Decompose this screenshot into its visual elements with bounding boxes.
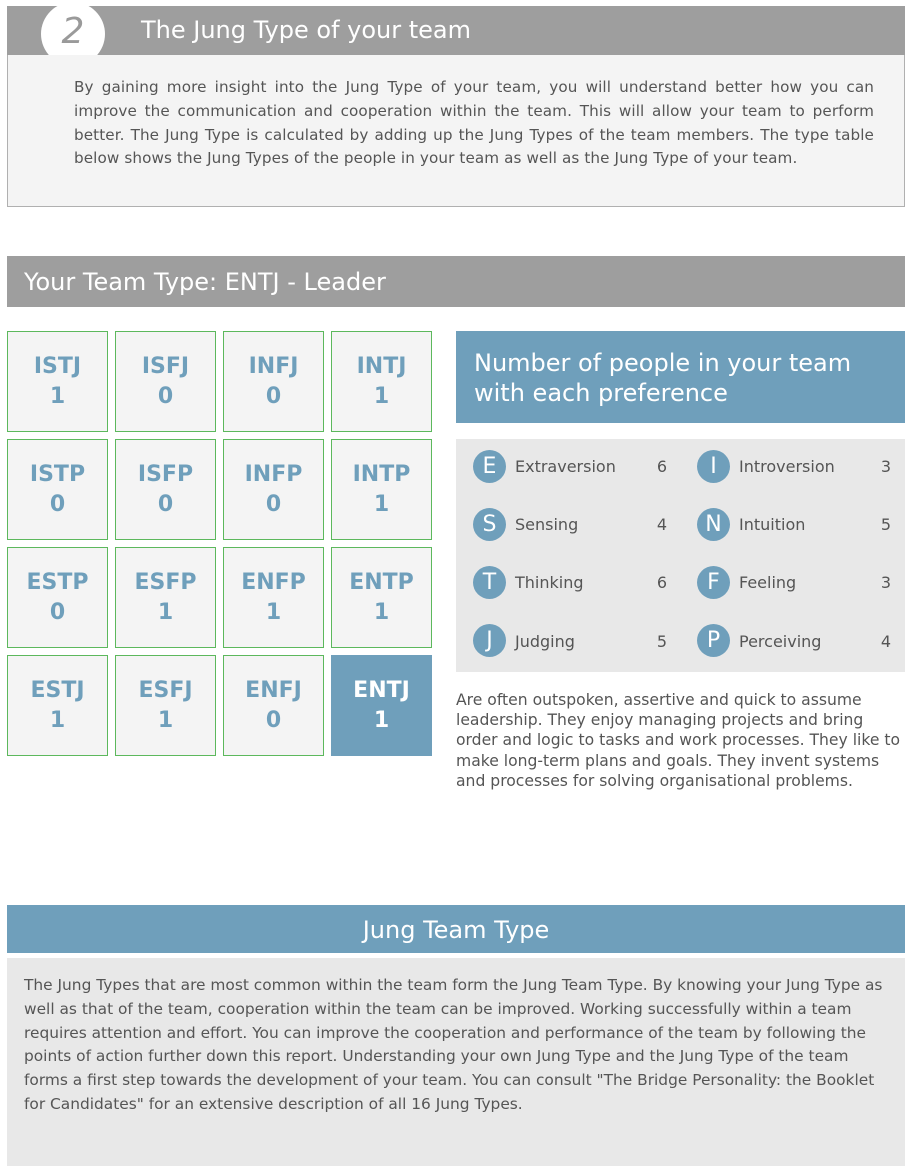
preference-label: Feeling: [739, 573, 797, 592]
preference-count: 3: [880, 573, 891, 592]
type-cell-isfj: [115, 331, 216, 432]
type-code: ESTJ: [30, 678, 85, 703]
type-code: ENTJ: [353, 678, 410, 703]
preference-count: 3: [880, 457, 891, 476]
type-count: 0: [49, 600, 66, 625]
type-count: 0: [157, 492, 174, 517]
preference-count: 5: [656, 632, 667, 651]
type-cell-enfj: [223, 655, 324, 756]
type-count: 1: [373, 492, 390, 517]
type-code: ENTP: [349, 570, 414, 595]
type-count: 1: [265, 600, 282, 625]
type-count: 1: [49, 384, 66, 409]
preference-count: 4: [880, 632, 891, 651]
type-cell-estj: [7, 655, 108, 756]
type-cell-intj: [331, 331, 432, 432]
type-count: 0: [265, 708, 282, 733]
preference-letter-j: J: [473, 624, 506, 657]
team-type-description: Are often outspoken, assertive and quick to assume leadership. They enjoy managing projects and bring order and logic to tasks and work processes. They like to make long-term plans and goals. They invent systems and processes for solving organisational problems.: [456, 691, 901, 790]
type-code: INFJ: [248, 354, 299, 379]
preference-label: Extraversion: [515, 457, 616, 476]
jung-team-type-title: Jung Team Type: [362, 916, 550, 944]
type-count: 0: [157, 384, 174, 409]
preference-letter-s: S: [473, 508, 506, 541]
section-title: The Jung Type of your team: [141, 16, 471, 44]
preference-letter-t: T: [473, 566, 506, 599]
section-number: 2: [61, 11, 85, 52]
type-cell-infj: [223, 331, 324, 432]
intro-paragraph: By gaining more insight into the Jung Type of your team, you will understand better how you can improve the communication and cooperation within the team. This will allow your team to perform better. The Jung Type is calculated by adding up the Jung Types of the team members. The type table below shows the Jung Types of the people in your team as well as the Jung Type of your team.: [74, 78, 874, 168]
preference-count: 6: [656, 457, 667, 476]
preference-label: Perceiving: [739, 632, 822, 651]
type-code: ESFJ: [138, 678, 193, 703]
type-code: ESFP: [134, 570, 197, 595]
type-code: INTJ: [356, 354, 407, 379]
preference-letter-f: F: [697, 566, 730, 599]
jung-team-type-paragraph: The Jung Types that are most common within the team form the Jung Team Type. By knowing your Jung Type as well as that of the team, cooperation within the team can be improved. Working successfully within a team requires attention and effort. You can improve the cooperation and performance of the team by following the points of action further down this report. Understanding your own Jung Type and the Jung Type of the team forms a first step towards the development of your team. You can consult "The Bridge Personality: the Booklet for Candidates" for an extensive description of all 16 Jung Types.: [24, 976, 883, 1113]
type-cell-esfj: [115, 655, 216, 756]
preferences-heading: Number of people in your team with each preference: [474, 349, 852, 407]
type-cell-entj-team-type: [331, 655, 432, 756]
type-cell-isfp: [115, 439, 216, 540]
type-code: ISTP: [29, 462, 86, 487]
type-cell-enfp: [223, 547, 324, 648]
team-type-heading: Your Team Type: ENTJ - Leader: [24, 268, 386, 296]
type-cell-intp: [331, 439, 432, 540]
preference-count: 4: [656, 515, 667, 534]
type-cell-entp: [331, 547, 432, 648]
type-count: 0: [49, 492, 66, 517]
type-count: 0: [265, 492, 282, 517]
preference-label: Thinking: [515, 573, 584, 592]
preference-letter-n: N: [697, 508, 730, 541]
type-cell-istp: [7, 439, 108, 540]
type-code: ENFJ: [245, 678, 302, 703]
type-code: ISTJ: [33, 354, 82, 379]
type-code: ISFP: [137, 462, 194, 487]
preference-letter-p: P: [697, 624, 730, 657]
preference-label: Intuition: [739, 515, 806, 534]
preference-label: Judging: [515, 632, 575, 651]
type-count: 1: [157, 600, 174, 625]
type-code: ISFJ: [141, 354, 190, 379]
preference-letter-e: E: [473, 450, 506, 483]
type-count: 0: [265, 384, 282, 409]
type-code: ESTP: [26, 570, 89, 595]
type-count: 1: [373, 600, 390, 625]
type-count: 1: [373, 708, 390, 733]
type-code: INFP: [244, 462, 303, 487]
preference-letter-i: I: [697, 450, 730, 483]
preference-count: 5: [880, 515, 891, 534]
type-cell-estp: [7, 547, 108, 648]
preference-label: Sensing: [515, 515, 579, 534]
type-cell-infp: [223, 439, 324, 540]
preference-count: 6: [656, 573, 667, 592]
type-cell-istj: [7, 331, 108, 432]
type-count: 1: [373, 384, 390, 409]
type-count: 1: [157, 708, 174, 733]
type-code: ENFP: [241, 570, 306, 595]
type-code: INTP: [352, 462, 411, 487]
preference-label: Introversion: [739, 457, 835, 476]
type-count: 1: [49, 708, 66, 733]
type-cell-esfp: [115, 547, 216, 648]
